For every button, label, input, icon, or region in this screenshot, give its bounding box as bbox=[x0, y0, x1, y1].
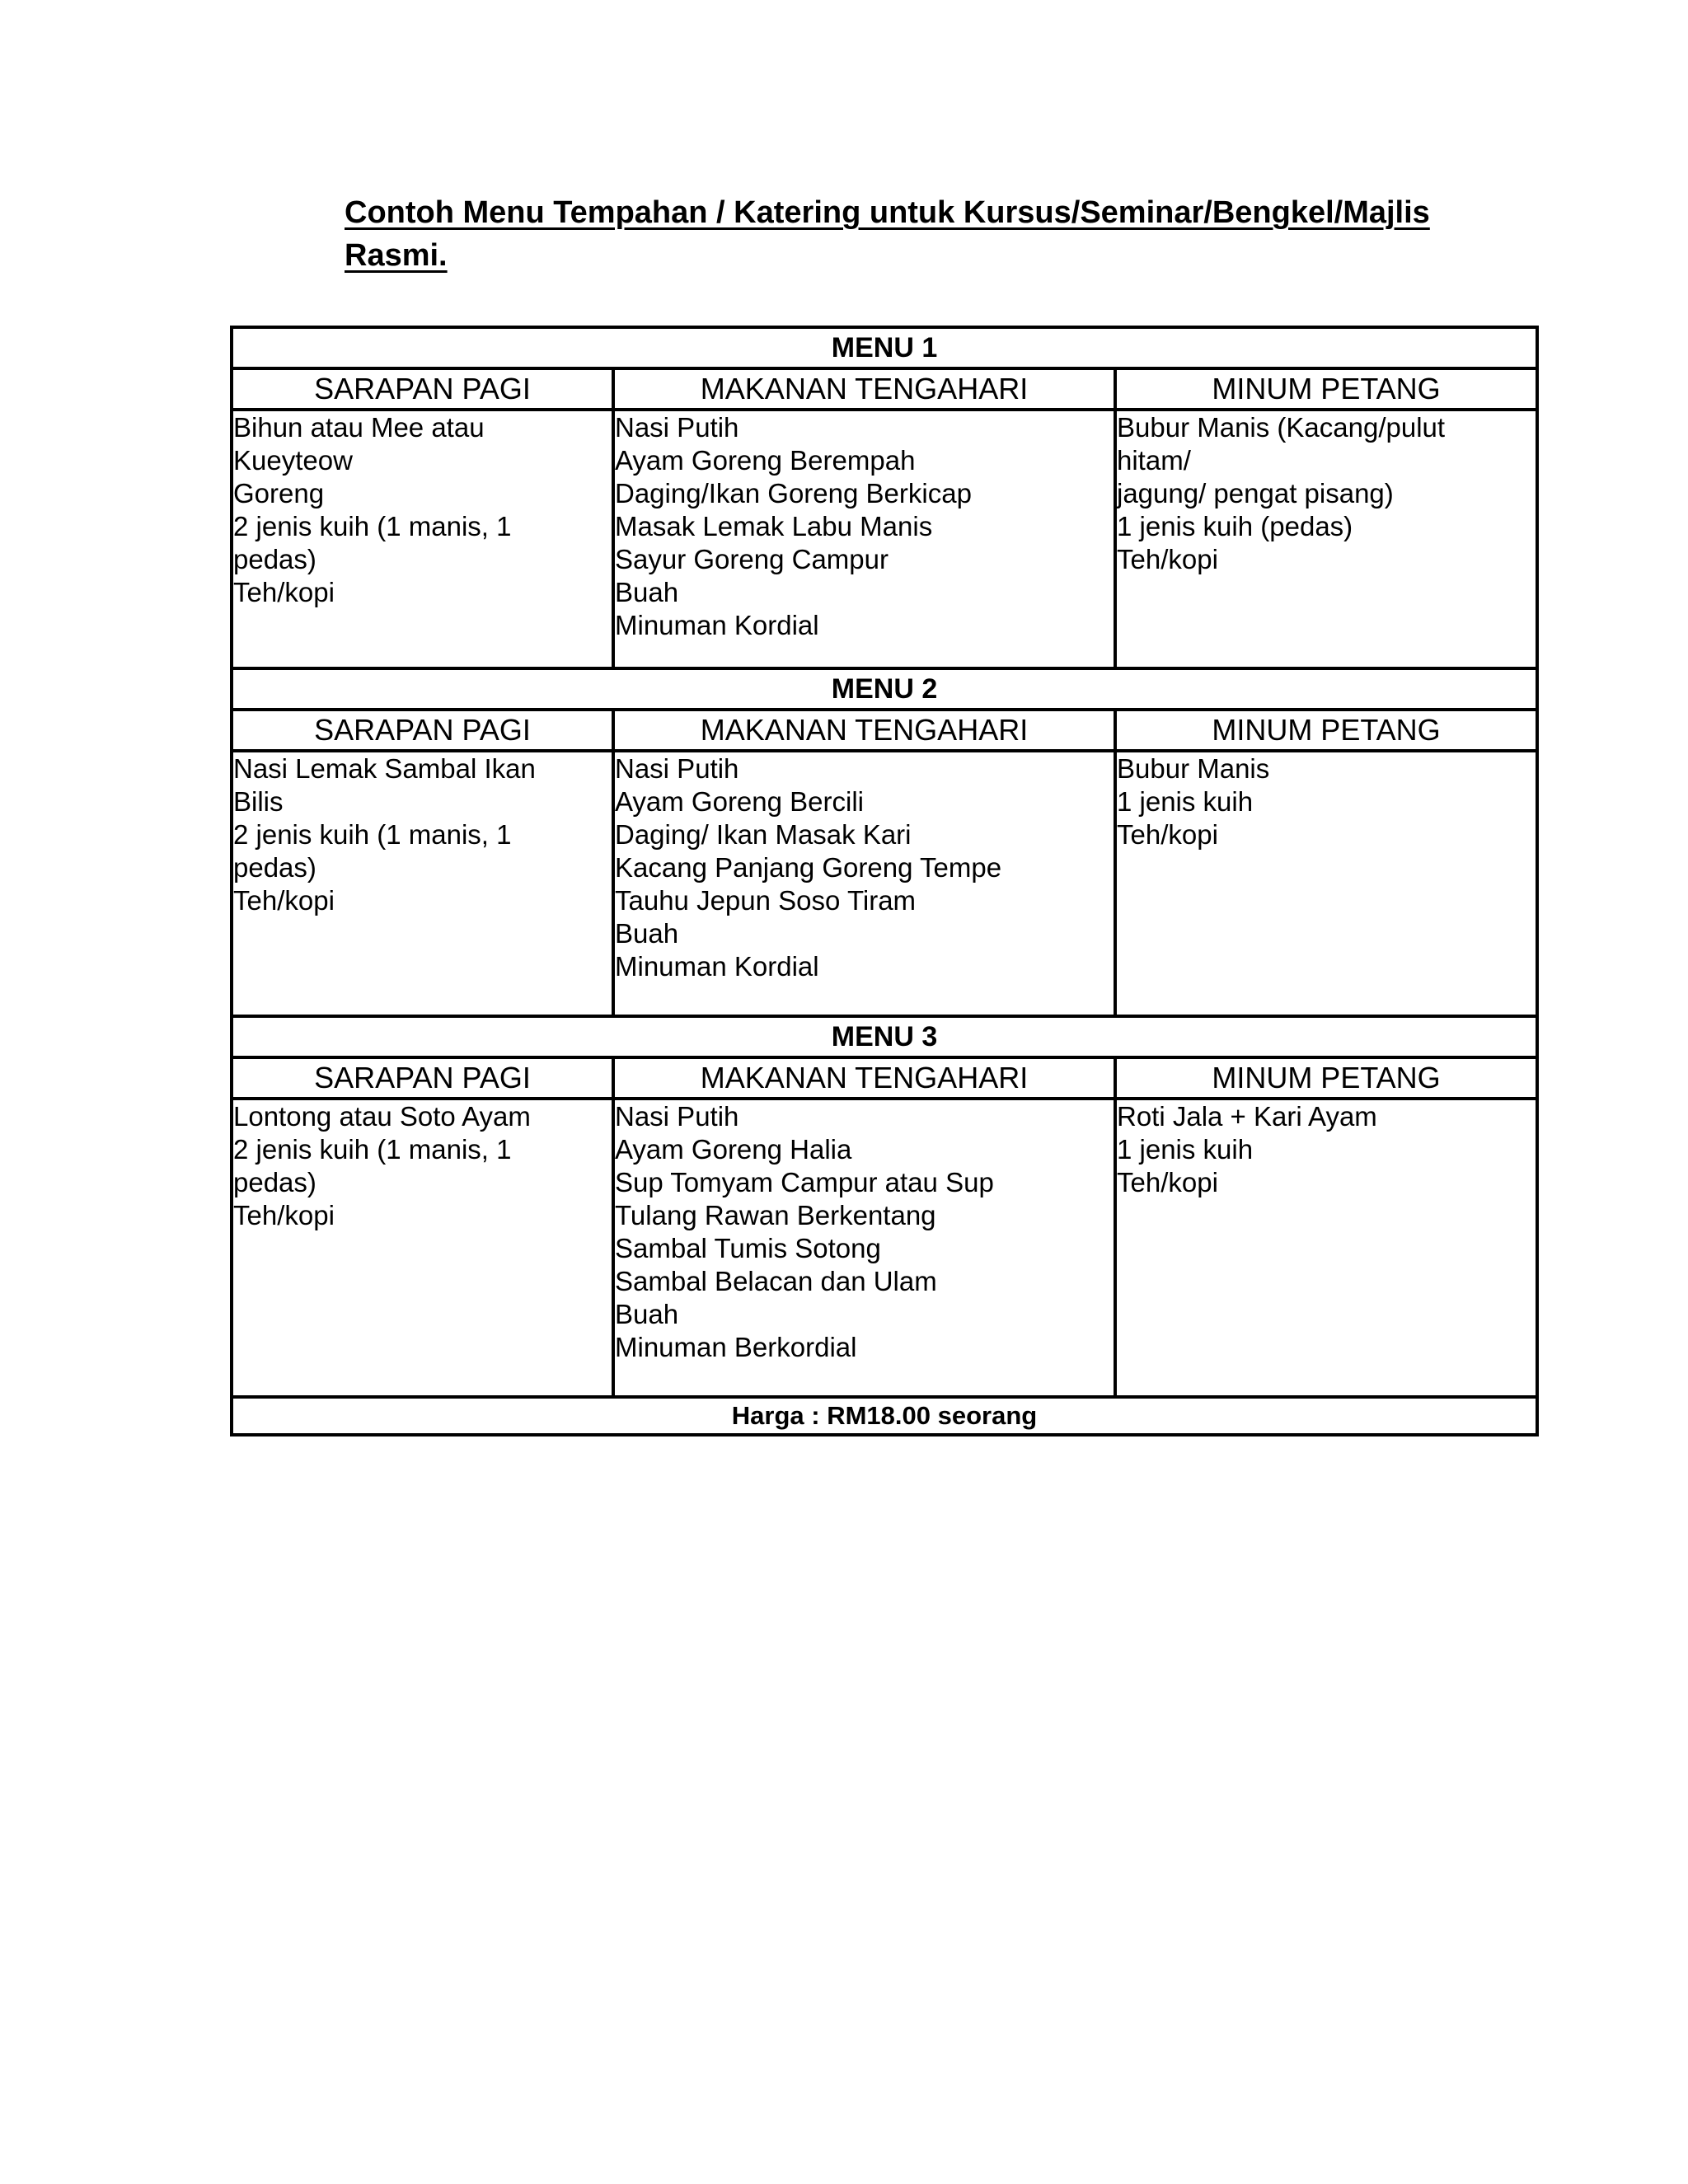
menu-item: Roti Jala + Kari Ayam bbox=[1117, 1101, 1377, 1132]
price-row bbox=[232, 1397, 1537, 1435]
column-header-sarapan-pagi: SARAPAN PAGI bbox=[232, 710, 613, 751]
menu-item: Bubur Manis (Kacang/pulut bbox=[1117, 412, 1446, 443]
menu-item: Goreng bbox=[233, 478, 325, 509]
menu-items-sarapan-pagi bbox=[232, 1099, 613, 1397]
menu-title: MENU 1 bbox=[232, 327, 1537, 368]
menu-item: Sup Tomyam Campur atau Sup bbox=[615, 1167, 994, 1197]
menu-items-minum-petang bbox=[1115, 751, 1537, 1016]
menu-item: Sambal Belacan dan Ulam bbox=[615, 1266, 937, 1296]
menu-item: 1 jenis kuih bbox=[1117, 786, 1254, 817]
menu-item: Tauhu Jepun Soso Tiram bbox=[615, 885, 917, 916]
menu-item: Sayur Goreng Campur bbox=[615, 544, 889, 574]
menu-item: Lontong atau Soto Ayam bbox=[233, 1101, 531, 1132]
menu-item: pedas) bbox=[233, 544, 316, 574]
menu-items-makanan-tengahari bbox=[613, 1099, 1115, 1397]
column-header-makanan-tengahari: MAKANAN TENGAHARI bbox=[613, 1057, 1115, 1099]
menu-item: Buah bbox=[615, 577, 679, 607]
price-label: Harga : RM18.00 seorang bbox=[232, 1397, 1537, 1435]
menu-table-body bbox=[232, 327, 1537, 1435]
column-header-minum-petang: MINUM PETANG bbox=[1115, 1057, 1537, 1099]
menu-item: Masak Lemak Labu Manis bbox=[615, 511, 933, 541]
menu-items-sarapan-pagi bbox=[232, 751, 613, 1016]
menu-title-row bbox=[232, 327, 1537, 368]
menu-item: pedas) bbox=[233, 852, 316, 883]
document-title: Contoh Menu Tempahan / Katering untuk Kursus/Seminar/Bengkel/Majlis Rasmi. bbox=[345, 195, 1430, 273]
menu-item: Minuman Kordial bbox=[615, 610, 819, 640]
menu-item: Buah bbox=[615, 918, 679, 949]
menu-item: Teh/kopi bbox=[1117, 544, 1218, 574]
menu-item: Tulang Rawan Berkentang bbox=[615, 1200, 936, 1230]
menu-table bbox=[230, 326, 1539, 1436]
menu-item: Minuman Kordial bbox=[615, 951, 819, 982]
column-header-makanan-tengahari: MAKANAN TENGAHARI bbox=[613, 368, 1115, 410]
column-header-sarapan-pagi: SARAPAN PAGI bbox=[232, 1057, 613, 1099]
menu-item: 2 jenis kuih (1 manis, 1 bbox=[233, 511, 512, 541]
column-header-sarapan-pagi: SARAPAN PAGI bbox=[232, 368, 613, 410]
menu-item: pedas) bbox=[233, 1167, 316, 1197]
menu-items-row bbox=[232, 410, 1537, 668]
menu-item: Kueyteow bbox=[233, 445, 353, 476]
menu-item: Sambal Tumis Sotong bbox=[615, 1233, 881, 1263]
menu-item: hitam/ bbox=[1117, 445, 1191, 476]
menu-item: Teh/kopi bbox=[233, 577, 335, 607]
menu-item: Bihun atau Mee atau bbox=[233, 412, 485, 443]
menu-item: Ayam Goreng Halia bbox=[615, 1134, 852, 1165]
menu-items-sarapan-pagi bbox=[232, 410, 613, 668]
menu-item: jagung/ pengat pisang) bbox=[1117, 478, 1394, 509]
column-header-minum-petang: MINUM PETANG bbox=[1115, 710, 1537, 751]
menu-item: Daging/Ikan Goreng Berkicap bbox=[615, 478, 972, 509]
menu-title-row bbox=[232, 1016, 1537, 1057]
column-header-row bbox=[232, 710, 1537, 751]
menu-item: Kacang Panjang Goreng Tempe bbox=[615, 852, 1002, 883]
menu-item: Teh/kopi bbox=[1117, 1167, 1218, 1197]
menu-item: 1 jenis kuih (pedas) bbox=[1117, 511, 1353, 541]
menu-items-row bbox=[232, 751, 1537, 1016]
menu-items-makanan-tengahari bbox=[613, 410, 1115, 668]
menu-item: Teh/kopi bbox=[1117, 819, 1218, 850]
menu-item: Nasi Putih bbox=[615, 1101, 739, 1132]
menu-item: Minuman Berkordial bbox=[615, 1332, 857, 1362]
menu-item: Daging/ Ikan Masak Kari bbox=[615, 819, 912, 850]
menu-items-row bbox=[232, 1099, 1537, 1397]
menu-item: Nasi Putih bbox=[615, 412, 739, 443]
menu-item: 1 jenis kuih bbox=[1117, 1134, 1254, 1165]
menu-item: Teh/kopi bbox=[233, 885, 335, 916]
menu-item: Buah bbox=[615, 1299, 679, 1329]
menu-items-makanan-tengahari bbox=[613, 751, 1115, 1016]
column-header-makanan-tengahari: MAKANAN TENGAHARI bbox=[613, 710, 1115, 751]
menu-item: Teh/kopi bbox=[233, 1200, 335, 1230]
menu-items-minum-petang bbox=[1115, 1099, 1537, 1397]
menu-item: 2 jenis kuih (1 manis, 1 bbox=[233, 819, 512, 850]
menu-item: Nasi Lemak Sambal Ikan bbox=[233, 753, 536, 784]
column-header-row bbox=[232, 1057, 1537, 1099]
menu-item: Ayam Goreng Berempah bbox=[615, 445, 916, 476]
menu-item: Bilis bbox=[233, 786, 284, 817]
menu-title-row bbox=[232, 668, 1537, 710]
menu-item: Nasi Putih bbox=[615, 753, 739, 784]
column-header-row bbox=[232, 368, 1537, 410]
column-header-minum-petang: MINUM PETANG bbox=[1115, 368, 1537, 410]
menu-title: MENU 3 bbox=[232, 1016, 1537, 1057]
menu-title: MENU 2 bbox=[232, 668, 1537, 710]
menu-item: Bubur Manis bbox=[1117, 753, 1270, 784]
menu-item: Ayam Goreng Bercili bbox=[615, 786, 865, 817]
menu-items-minum-petang bbox=[1115, 410, 1537, 668]
menu-item: 2 jenis kuih (1 manis, 1 bbox=[233, 1134, 512, 1165]
